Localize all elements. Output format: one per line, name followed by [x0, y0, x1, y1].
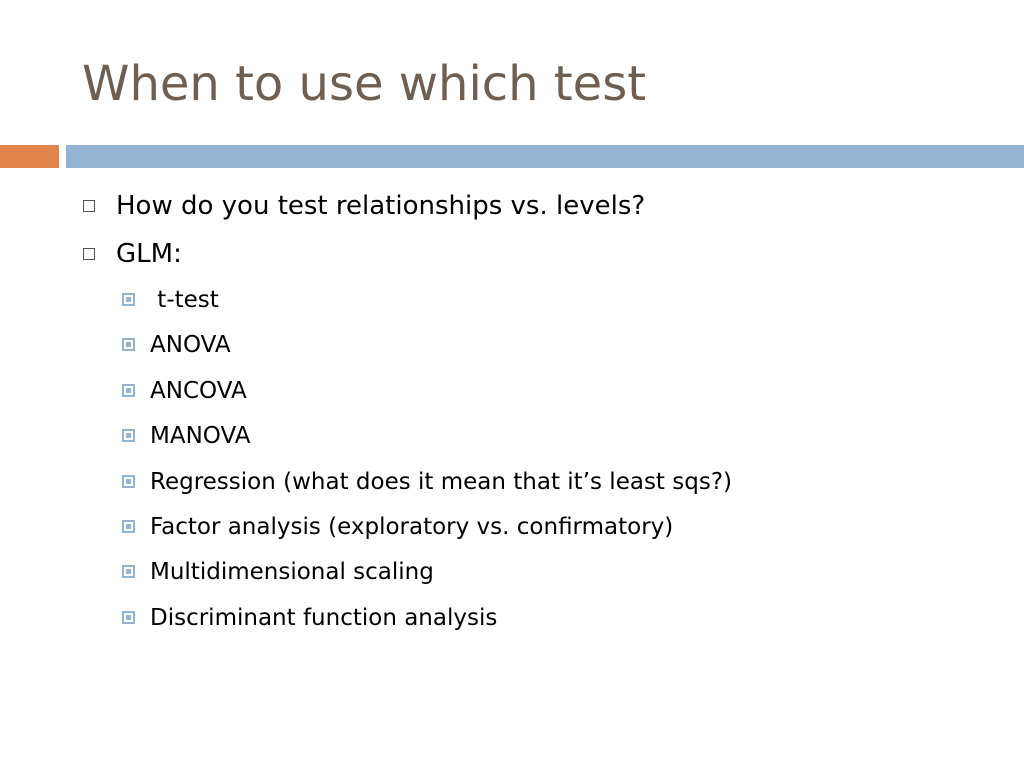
- blue-square-bullet-icon: [122, 520, 135, 533]
- sub-bullet-text: Multidimensional scaling: [150, 559, 434, 586]
- sub-bullet-item: [80, 554, 1000, 599]
- sub-bullet-list: [80, 282, 1000, 645]
- sub-bullet-item: [80, 600, 1000, 645]
- hollow-square-bullet-icon: [83, 248, 95, 260]
- blue-square-bullet-icon: [122, 293, 135, 306]
- accent-bar-orange: [0, 145, 59, 168]
- hollow-square-bullet-icon: [83, 200, 95, 212]
- sub-bullet-text: t-test: [150, 287, 219, 313]
- blue-square-bullet-icon: [122, 565, 135, 578]
- blue-square-bullet-icon: [122, 384, 135, 397]
- sub-bullet-item: [80, 464, 1000, 509]
- sub-bullet-text: ANCOVA: [150, 377, 247, 404]
- bullet-item: [80, 234, 1000, 282]
- sub-bullet-item: [80, 509, 1000, 554]
- sub-bullet-item: [80, 418, 1000, 463]
- sub-bullet-item: [80, 373, 1000, 418]
- sub-bullet-text: ANOVA: [150, 332, 231, 359]
- sub-bullet-text: Regression (what does it mean that it’s least sqs?): [150, 468, 732, 495]
- slide-title: When to use which test: [82, 56, 647, 112]
- sub-bullet-text: MANOVA: [150, 423, 251, 450]
- blue-square-bullet-icon: [122, 429, 135, 442]
- blue-square-bullet-icon: [122, 338, 135, 351]
- accent-bar-blue: [66, 145, 1024, 168]
- bullet-item: [80, 186, 1000, 234]
- blue-square-bullet-icon: [122, 611, 135, 624]
- bullet-text: GLM:: [116, 239, 182, 269]
- blue-square-bullet-icon: [122, 475, 135, 488]
- bullet-list: [80, 186, 1000, 645]
- sub-bullet-text: Factor analysis (exploratory vs. confirmatory): [150, 513, 674, 540]
- sub-bullet-text: Discriminant function analysis: [150, 604, 498, 631]
- sub-bullet-item: [80, 327, 1000, 372]
- sub-bullet-item: [80, 282, 1000, 327]
- bullet-text: How do you test relationships vs. levels?: [116, 191, 646, 221]
